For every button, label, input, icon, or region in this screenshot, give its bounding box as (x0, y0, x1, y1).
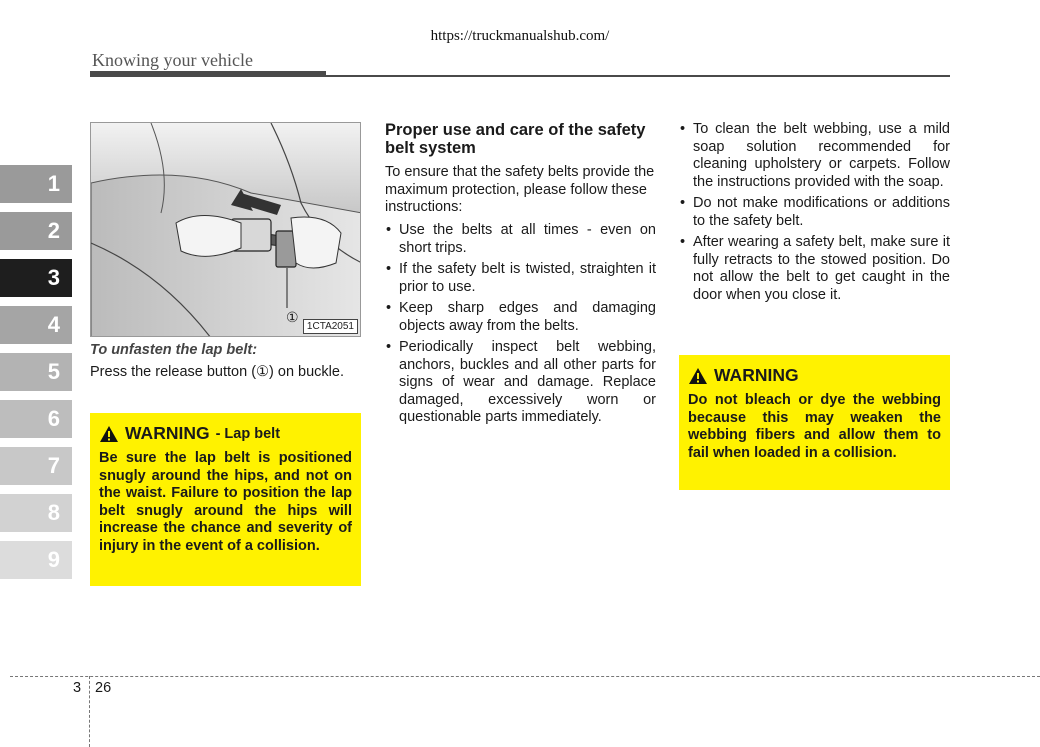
safety-belt-care-list (385, 222, 656, 431)
source-url[interactable]: https://truckmanualshub.com/ (430, 28, 610, 44)
chapter-tab-1[interactable]: 1 (0, 165, 72, 203)
warning-webbing-title: WARNING (714, 365, 799, 385)
warning-triangle-icon (688, 367, 708, 385)
warning-webbing-header (688, 365, 941, 386)
chapter-tabs (0, 165, 72, 588)
footer-vertical-divider (89, 676, 90, 747)
list-item: • Keep sharp edges and damaging objects away from the belts. (385, 300, 656, 335)
lap-belt-illustration (90, 122, 361, 337)
warning-lap-belt-box (90, 413, 361, 586)
header-rule-thin (326, 75, 950, 77)
chapter-tab-5[interactable]: 5 (0, 353, 72, 391)
list-item: • Periodically inspect belt webbing, anchors, buckles and all other parts for signs of wear and damage. Replace damaged, excessively worn or questionable parts immediately. (385, 339, 656, 427)
chapter-tab-2[interactable]: 2 (0, 212, 72, 250)
list-item: • After wearing a safety belt, make sure it fully retracts to the stowed position. Do not allow the belt to get caught in the door when you close it. (679, 234, 950, 304)
safety-belt-care-intro: To ensure that the safety belts provide the maximum protection, please follow these instructions: (385, 164, 655, 215)
header-rule-thick (90, 71, 326, 77)
warning-webbing-text: Do not bleach or dye the webbing because this may weaken the webbing fibers and allow them to fail when loaded in a collision. (688, 392, 941, 461)
release-button-callout: ① (286, 309, 299, 325)
figure-code: 1CTA2051 (303, 319, 358, 334)
page-chapter-number: 3 (73, 680, 82, 696)
chapter-tab-6[interactable]: 6 (0, 400, 72, 438)
warning-lap-belt-subtitle: - Lap belt (215, 425, 281, 442)
footer-divider (10, 676, 1040, 677)
chapter-tab-4[interactable]: 4 (0, 306, 72, 344)
chapter-tab-8[interactable]: 8 (0, 494, 72, 532)
list-item: • Use the belts at all times - even on short trips. (385, 222, 656, 257)
warning-webbing-box (679, 355, 950, 490)
warning-lap-belt-title: WARNING (125, 423, 210, 443)
page-number: 26 (95, 680, 112, 696)
caption-body: Press the release button (①) on buckle. (90, 364, 344, 380)
list-item: • Do not make modifications or additions to the safety belt. (679, 195, 950, 230)
warning-triangle-icon (99, 425, 119, 443)
list-item: • If the safety belt is twisted, straighten it prior to use. (385, 261, 656, 296)
caption-title: To unfasten the lap belt: (90, 342, 258, 358)
warning-lap-belt-text: Be sure the lap belt is positioned snugly around the hips, and not on the waist. Failure to position the lap belt snugly around the hips will increase the chance and severity of injury in the event of a collision. (99, 450, 352, 554)
chapter-tab-7[interactable]: 7 (0, 447, 72, 485)
section-title: Knowing your vehicle (92, 50, 253, 70)
warning-lap-belt-header (99, 423, 352, 444)
chapter-tab-3[interactable]: 3 (0, 259, 72, 297)
list-item: • To clean the belt webbing, use a mild soap solution recommended for cleaning upholstery or carpets. Follow the instructions provided with the soap. (679, 121, 950, 191)
belt-maintenance-list (679, 121, 950, 308)
chapter-tab-9[interactable]: 9 (0, 541, 72, 579)
safety-belt-care-heading: Proper use and care of the safety belt system (385, 121, 646, 157)
